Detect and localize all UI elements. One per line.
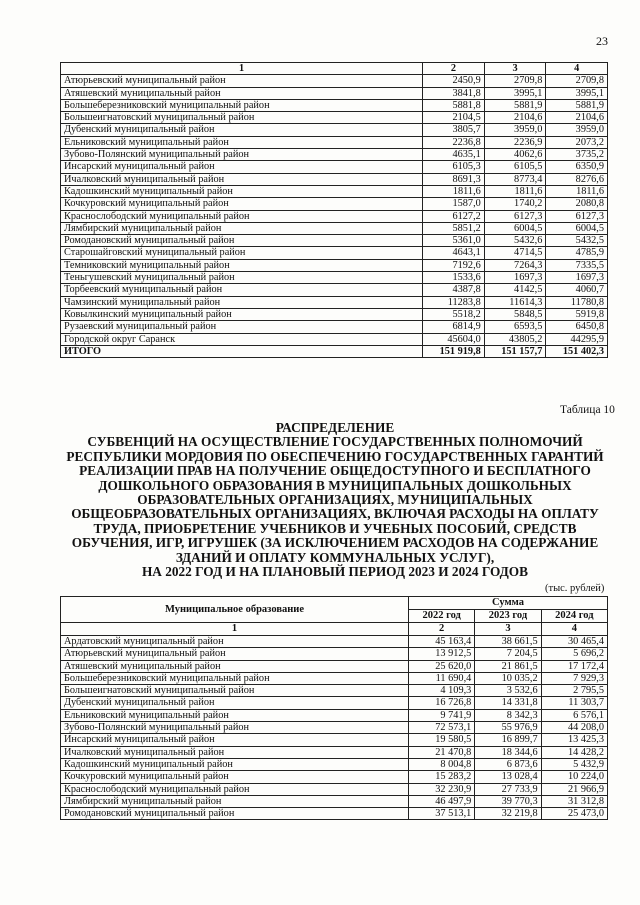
municipality-cell: Ельниковский муниципальный район	[61, 709, 409, 721]
value-cell: 55 976,9	[475, 722, 541, 734]
value-cell: 3805,7	[423, 124, 485, 136]
municipality-cell: Большеберезниковский муниципальный район	[61, 672, 409, 684]
value-cell: 5518,2	[423, 308, 485, 320]
municipality-cell: Краснослободский муниципальный район	[61, 783, 409, 795]
table-row	[61, 235, 608, 247]
value-cell: 27 733,9	[475, 783, 541, 795]
value-cell: 44 208,0	[541, 722, 607, 734]
table-row	[61, 321, 608, 333]
col-number-cell: 1	[61, 63, 423, 75]
value-cell: 16 899,7	[475, 734, 541, 746]
municipality-cell: Ромодановский муниципальный район	[61, 235, 423, 247]
value-cell: 4387,8	[423, 284, 485, 296]
value-cell: 45604,0	[423, 333, 485, 345]
municipality-cell: Лямбирский муниципальный район	[61, 222, 423, 234]
value-cell: 7192,6	[423, 259, 485, 271]
value-cell: 6105,5	[484, 161, 546, 173]
value-cell: 2080,8	[546, 198, 608, 210]
table-row	[61, 709, 608, 721]
municipality-cell: Инсарский муниципальный район	[61, 161, 423, 173]
value-cell: 5881,8	[423, 99, 485, 111]
value-cell: 17 172,4	[541, 660, 607, 672]
total-row	[61, 345, 608, 357]
table-row	[61, 808, 608, 820]
table-row	[61, 648, 608, 660]
value-cell: 8 342,3	[475, 709, 541, 721]
value-cell: 2236,9	[484, 136, 546, 148]
value-cell: 32 219,8	[475, 808, 541, 820]
value-cell: 3995,1	[484, 87, 546, 99]
value-cell: 1811,6	[546, 185, 608, 197]
value-cell: 1533,6	[423, 272, 485, 284]
table-row	[61, 771, 608, 783]
table-row	[61, 161, 608, 173]
value-cell: 4060,7	[546, 284, 608, 296]
value-cell: 18 344,6	[475, 746, 541, 758]
value-cell: 6450,8	[546, 321, 608, 333]
table-row	[61, 697, 608, 709]
table-row	[61, 296, 608, 308]
value-cell: 13 912,5	[408, 648, 474, 660]
value-cell: 6 576,1	[541, 709, 607, 721]
value-cell: 11283,8	[423, 296, 485, 308]
municipality-cell: Темниковский муниципальный район	[61, 259, 423, 271]
value-cell: 38 661,5	[475, 636, 541, 648]
value-cell: 2 795,5	[541, 685, 607, 697]
value-cell: 1697,3	[546, 272, 608, 284]
col-number-cell: 3	[484, 63, 546, 75]
table-row	[61, 247, 608, 259]
value-cell: 7 929,3	[541, 672, 607, 684]
table-row	[61, 259, 608, 271]
municipality-cell: Старошайговский муниципальный район	[61, 247, 423, 259]
table-row	[61, 149, 608, 161]
total-value: 151 402,3	[546, 345, 608, 357]
value-cell: 5919,8	[546, 308, 608, 320]
municipality-cell: Большеигнатовский муниципальный район	[61, 685, 409, 697]
municipality-cell: Теньгушевский муниципальный район	[61, 272, 423, 284]
municipality-cell: Городской округ Саранск	[61, 333, 423, 345]
value-cell: 1740,2	[484, 198, 546, 210]
table-row	[61, 783, 608, 795]
value-cell: 3735,2	[546, 149, 608, 161]
municipality-cell: Атяшевский муниципальный район	[61, 87, 423, 99]
col-number-cell: 2	[423, 63, 485, 75]
municipality-cell: Чамзинский муниципальный район	[61, 296, 423, 308]
heading-line: РАСПРЕДЕЛЕНИЕ	[275, 420, 395, 435]
heading-line: РЕАЛИЗАЦИИ ПРАВ НА ПОЛУЧЕНИЕ ОБЩЕДОСТУПНОГО И БЕСПЛАТНОГО	[79, 463, 591, 479]
heading-line: ОБУЧЕНИЯ, ИГР, ИГРУШЕК (ЗА ИСКЛЮЧЕНИЕМ РАСХОДОВ НА СОДЕРЖАНИЕ	[71, 535, 599, 551]
heading-line: ОБРАЗОВАТЕЛЬНЫХ ОРГАНИЗАЦИЯХ, МУНИЦИПАЛЬНЫХ	[137, 492, 533, 508]
value-cell: 1697,3	[484, 272, 546, 284]
value-cell: 6127,2	[423, 210, 485, 222]
value-cell: 72 573,1	[408, 722, 474, 734]
value-cell: 5848,5	[484, 308, 546, 320]
municipality-cell: Лямбирский муниципальный район	[61, 795, 409, 807]
table-row	[61, 173, 608, 185]
heading-line: ОБЩЕОБРАЗОВАТЕЛЬНЫХ ОРГАНИЗАЦИЯХ, ВКЛЮЧАЯ РАСХОДЫ НА ОПЛАТУ	[71, 506, 599, 522]
col-number-cell: 3	[475, 623, 541, 636]
value-cell: 1811,6	[423, 185, 485, 197]
value-cell: 10 224,0	[541, 771, 607, 783]
heading-line: РЕСПУБЛИКИ МОРДОВИЯ ПО ОБЕСПЕЧЕНИЮ ГОСУДАРСТВЕННЫХ ГАРАНТИЙ	[66, 448, 604, 464]
value-cell: 8691,3	[423, 173, 485, 185]
municipality-cell: Ельниковский муниципальный район	[61, 136, 423, 148]
value-cell: 4785,9	[546, 247, 608, 259]
table-row	[61, 308, 608, 320]
value-cell: 5432,6	[484, 235, 546, 247]
value-cell: 39 770,3	[475, 795, 541, 807]
value-cell: 31 312,8	[541, 795, 607, 807]
municipality-cell: Кочкуровский муниципальный район	[61, 198, 423, 210]
municipality-cell: Дубенский муниципальный район	[61, 697, 409, 709]
value-cell: 4643,1	[423, 247, 485, 259]
heading-line: ДОШКОЛЬНОГО ОБРАЗОВАНИЯ В МУНИЦИПАЛЬНЫХ ДОШКОЛЬНЫХ	[98, 477, 572, 493]
value-cell: 3 532,6	[475, 685, 541, 697]
value-cell: 4062,6	[484, 149, 546, 161]
value-cell: 21 861,5	[475, 660, 541, 672]
value-cell: 2709,8	[546, 75, 608, 87]
table-continuation	[60, 62, 608, 358]
value-cell: 13 425,3	[541, 734, 607, 746]
value-cell: 15 283,2	[408, 771, 474, 783]
value-cell: 3841,8	[423, 87, 485, 99]
year-header: 2024 год	[541, 610, 607, 623]
total-label: ИТОГО	[61, 345, 423, 357]
value-cell: 13 028,4	[475, 771, 541, 783]
municipality-cell: Большеберезниковский муниципальный район	[61, 99, 423, 111]
value-cell: 14 428,2	[541, 746, 607, 758]
table-row	[61, 136, 608, 148]
value-cell: 16 726,8	[408, 697, 474, 709]
value-cell: 6127,3	[546, 210, 608, 222]
municipality-cell: Торбеевский муниципальный район	[61, 284, 423, 296]
value-cell: 45 163,4	[408, 636, 474, 648]
column-number-row	[61, 623, 608, 636]
value-cell: 2073,2	[546, 136, 608, 148]
col-number-cell: 4	[541, 623, 607, 636]
value-cell: 6127,3	[484, 210, 546, 222]
value-cell: 2104,6	[546, 112, 608, 124]
municipality-cell: Ардатовский муниципальный район	[61, 636, 409, 648]
value-cell: 10 035,2	[475, 672, 541, 684]
value-cell: 11780,8	[546, 296, 608, 308]
value-cell: 14 331,8	[475, 697, 541, 709]
municipality-cell: Ичалковский муниципальный район	[61, 746, 409, 758]
municipality-cell: Атюрьевский муниципальный район	[61, 648, 409, 660]
value-cell: 6593,5	[484, 321, 546, 333]
municipality-cell: Инсарский муниципальный район	[61, 734, 409, 746]
value-cell: 2709,8	[484, 75, 546, 87]
value-cell: 2104,5	[423, 112, 485, 124]
sum-header: Сумма	[408, 597, 607, 610]
table-row	[61, 333, 608, 345]
subventions-table	[60, 596, 608, 820]
value-cell: 8 004,8	[408, 758, 474, 770]
value-cell: 43805,2	[484, 333, 546, 345]
value-cell: 3959,0	[546, 124, 608, 136]
value-cell: 5851,2	[423, 222, 485, 234]
municipality-cell: Кадошкинский муниципальный район	[61, 185, 423, 197]
table-row	[61, 722, 608, 734]
table-row	[61, 272, 608, 284]
municipality-cell: Ковылкинский муниципальный район	[61, 308, 423, 320]
table-row	[61, 185, 608, 197]
value-cell: 3995,1	[546, 87, 608, 99]
value-cell: 11 303,7	[541, 697, 607, 709]
header-row	[61, 597, 608, 610]
municipality-cell: Краснослободский муниципальный район	[61, 210, 423, 222]
municipality-cell: Зубово-Полянский муниципальный район	[61, 149, 423, 161]
municipality-cell: Кочкуровский муниципальный район	[61, 771, 409, 783]
value-cell: 6105,3	[423, 161, 485, 173]
value-cell: 7 204,5	[475, 648, 541, 660]
year-header: 2022 год	[408, 610, 474, 623]
municipality-cell: Дубенский муниципальный район	[61, 124, 423, 136]
table-heading	[62, 421, 608, 579]
value-cell: 7264,3	[484, 259, 546, 271]
value-cell: 25 473,0	[541, 808, 607, 820]
value-cell: 5 432,9	[541, 758, 607, 770]
municipality-header: Муниципальное образование	[61, 597, 409, 623]
value-cell: 6 873,6	[475, 758, 541, 770]
municipality-cell: Атюрьевский муниципальный район	[61, 75, 423, 87]
heading-line: СУБВЕНЦИЙ НА ОСУЩЕСТВЛЕНИЕ ГОСУДАРСТВЕННЫХ ПОЛНОМОЧИЙ	[87, 434, 583, 450]
value-cell: 5361,0	[423, 235, 485, 247]
value-cell: 4142,5	[484, 284, 546, 296]
value-cell: 5432,5	[546, 235, 608, 247]
units-label: (тыс. рублей)	[545, 583, 605, 594]
table-row	[61, 746, 608, 758]
page-number: 23	[596, 34, 608, 48]
municipality-cell: Кадошкинский муниципальный район	[61, 758, 409, 770]
col-number-cell: 4	[546, 63, 608, 75]
value-cell: 1811,6	[484, 185, 546, 197]
value-cell: 8276,6	[546, 173, 608, 185]
value-cell: 2104,6	[484, 112, 546, 124]
table-row	[61, 124, 608, 136]
heading-line: ЗДАНИЙ И ОПЛАТУ КОММУНАЛЬНЫХ УСЛУГ),	[175, 549, 495, 565]
value-cell: 5881,9	[484, 99, 546, 111]
value-cell: 46 497,9	[408, 795, 474, 807]
heading-line: ТРУДА, ПРИОБРЕТЕНИЕ УЧЕБНИКОВ И УЧЕБНЫХ ПОСОБИЙ, СРЕДСТВ	[93, 520, 577, 536]
table-row	[61, 75, 608, 87]
value-cell: 6350,9	[546, 161, 608, 173]
table-row	[61, 284, 608, 296]
heading-line: НА 2022 ГОД И НА ПЛАНОВЫЙ ПЕРИОД 2023 И 2024 ГОДОВ	[141, 564, 529, 580]
value-cell: 4635,1	[423, 149, 485, 161]
table-row	[61, 660, 608, 672]
value-cell: 21 966,9	[541, 783, 607, 795]
table-row	[61, 734, 608, 746]
value-cell: 25 620,0	[408, 660, 474, 672]
value-cell: 6004,5	[546, 222, 608, 234]
value-cell: 8773,4	[484, 173, 546, 185]
column-number-row	[61, 63, 608, 75]
table-row	[61, 636, 608, 648]
table-row	[61, 672, 608, 684]
table-row	[61, 222, 608, 234]
value-cell: 5 696,2	[541, 648, 607, 660]
municipality-cell: Атяшевский муниципальный район	[61, 660, 409, 672]
municipality-cell: Ромодановский муниципальный район	[61, 808, 409, 820]
value-cell: 19 580,5	[408, 734, 474, 746]
value-cell: 37 513,1	[408, 808, 474, 820]
municipality-cell: Зубово-Полянский муниципальный район	[61, 722, 409, 734]
table-row	[61, 210, 608, 222]
value-cell: 32 230,9	[408, 783, 474, 795]
value-cell: 44295,9	[546, 333, 608, 345]
value-cell: 2236,8	[423, 136, 485, 148]
municipality-cell: Рузаевский муниципальный район	[61, 321, 423, 333]
table-row	[61, 685, 608, 697]
value-cell: 30 465,4	[541, 636, 607, 648]
value-cell: 2450,9	[423, 75, 485, 87]
table-row	[61, 99, 608, 111]
table-row	[61, 87, 608, 99]
value-cell: 9 741,9	[408, 709, 474, 721]
table-row	[61, 198, 608, 210]
col-number-cell: 1	[61, 623, 409, 636]
value-cell: 11 690,4	[408, 672, 474, 684]
year-header: 2023 год	[475, 610, 541, 623]
value-cell: 7335,5	[546, 259, 608, 271]
value-cell: 6004,5	[484, 222, 546, 234]
value-cell: 1587,0	[423, 198, 485, 210]
table-row	[61, 758, 608, 770]
table-label: Таблица 10	[560, 404, 615, 416]
value-cell: 4714,5	[484, 247, 546, 259]
value-cell: 4 109,3	[408, 685, 474, 697]
municipality-cell: Большеигнатовский муниципальный район	[61, 112, 423, 124]
value-cell: 21 470,8	[408, 746, 474, 758]
value-cell: 11614,3	[484, 296, 546, 308]
value-cell: 5881,9	[546, 99, 608, 111]
col-number-cell: 2	[408, 623, 474, 636]
total-value: 151 157,7	[484, 345, 546, 357]
value-cell: 6814,9	[423, 321, 485, 333]
table-row	[61, 795, 608, 807]
value-cell: 3959,0	[484, 124, 546, 136]
municipality-cell: Ичалковский муниципальный район	[61, 173, 423, 185]
total-value: 151 919,8	[423, 345, 485, 357]
table-row	[61, 112, 608, 124]
